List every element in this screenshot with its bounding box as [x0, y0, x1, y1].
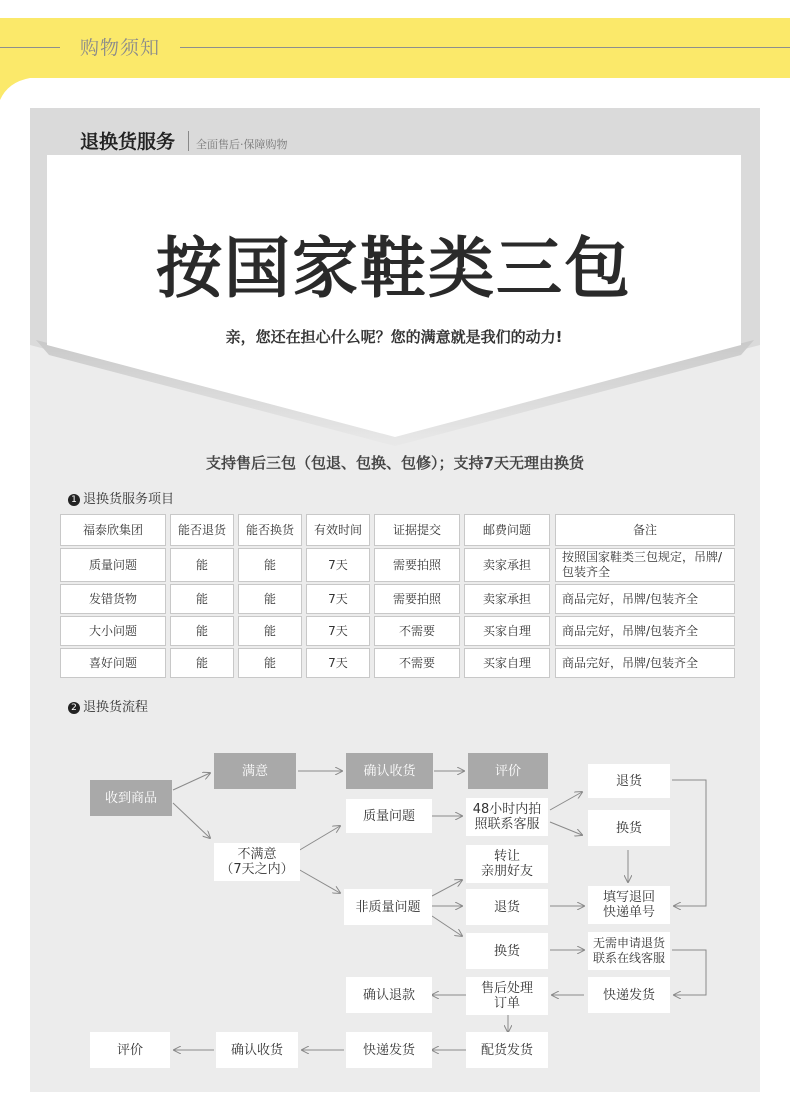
- headline: 按国家鞋类三包: [156, 230, 632, 307]
- table-cell: 能: [238, 648, 302, 678]
- table-cell: 需要拍照: [374, 584, 460, 614]
- flow-express-ship-2: 快递发货: [346, 1032, 432, 1068]
- table-header: 能否退货: [170, 514, 234, 546]
- table-cell: 需要拍照: [374, 548, 460, 582]
- flow-exchange: 换货: [588, 810, 670, 846]
- table-header: 备注: [555, 514, 735, 546]
- table-header: 能否换货: [238, 514, 302, 546]
- section-2-heading: [68, 696, 148, 715]
- table-cell: 卖家承担: [464, 584, 550, 614]
- table-cell: 能: [238, 584, 302, 614]
- table-cell: 能: [238, 548, 302, 582]
- table-cell: 商品完好，吊牌/包装齐全: [555, 648, 735, 678]
- table-cell: 买家自理: [464, 616, 550, 646]
- flow-unsatisfied: 不满意 （7天之内）: [214, 843, 300, 881]
- flow-fill-tracking: 填写退回 快递单号: [588, 886, 670, 924]
- flow-satisfied: 满意: [214, 753, 296, 789]
- table-header: 证据提交: [374, 514, 460, 546]
- flow-receive: 收到商品: [90, 780, 172, 816]
- flow-return: 退货: [588, 764, 670, 798]
- table-cell: 买家自理: [464, 648, 550, 678]
- number-badge: 2: [68, 702, 80, 714]
- table-cell: 不需要: [374, 648, 460, 678]
- table-cell: 大小问题: [60, 616, 166, 646]
- flow-confirm-receipt: 确认收货: [346, 753, 433, 789]
- table-cell: 质量问题: [60, 548, 166, 582]
- table-cell: 7天: [306, 548, 370, 582]
- flow-contact-48h: 48小时内拍 照联系客服: [466, 798, 548, 836]
- flow-pick-ship: 配货发货: [466, 1032, 548, 1068]
- flow-aftersale: 售后处理 订单: [466, 977, 548, 1015]
- flow-return-2: 退货: [466, 889, 548, 925]
- table-cell: 按照国家鞋类三包规定，吊牌/包装齐全: [555, 548, 735, 582]
- flow-express-ship: 快递发货: [588, 977, 670, 1013]
- tagline: 亲，您还在担心什么呢？您的满意就是我们的动力!: [225, 328, 563, 346]
- table-cell: 能: [170, 648, 234, 678]
- table-cell: 7天: [306, 584, 370, 614]
- table-header: 邮费问题: [464, 514, 550, 546]
- table-cell: 能: [170, 584, 234, 614]
- table-cell: 喜好问题: [60, 648, 166, 678]
- section-1-heading: [68, 488, 174, 507]
- service-title: 退换货服务: [80, 131, 176, 153]
- table-cell: 能: [170, 616, 234, 646]
- table-cell: 商品完好，吊牌/包装齐全: [555, 584, 735, 614]
- table-cell: 卖家承担: [464, 548, 550, 582]
- table-header: 福泰欣集团: [60, 514, 166, 546]
- flow-confirm-refund: 确认退款: [346, 977, 432, 1013]
- section-2-title: 退换货流程: [83, 700, 149, 715]
- section-1-title: 退换货服务项目: [83, 492, 175, 507]
- table-cell: 能: [170, 548, 234, 582]
- flow-review-2: 评价: [90, 1032, 170, 1068]
- table-header: 有效时间: [306, 514, 370, 546]
- table-cell: 能: [238, 616, 302, 646]
- flow-no-apply: 无需申请退货 联系在线客服: [588, 932, 670, 970]
- table-cell: 7天: [306, 648, 370, 678]
- support-text: 支持售后三包（包退、包换、包修）；支持7天无理由换货: [206, 454, 584, 472]
- flow-non-quality: 非质量问题: [344, 889, 432, 925]
- table-cell: 商品完好，吊牌/包装齐全: [555, 616, 735, 646]
- flow-gift-friend: 转让 亲朋好友: [466, 845, 548, 883]
- table-cell: 不需要: [374, 616, 460, 646]
- header-title: 购物须知: [60, 33, 180, 63]
- service-subtitle: 全面售后·保障购物: [196, 138, 288, 151]
- flow-review: 评价: [468, 753, 548, 789]
- flow-quality-issue: 质量问题: [346, 799, 432, 833]
- flow-confirm-receipt-2: 确认收货: [216, 1032, 298, 1068]
- flow-exchange-2: 换货: [466, 933, 548, 969]
- table-cell: 发错货物: [60, 584, 166, 614]
- table-cell: 7天: [306, 616, 370, 646]
- number-badge: 1: [68, 494, 80, 506]
